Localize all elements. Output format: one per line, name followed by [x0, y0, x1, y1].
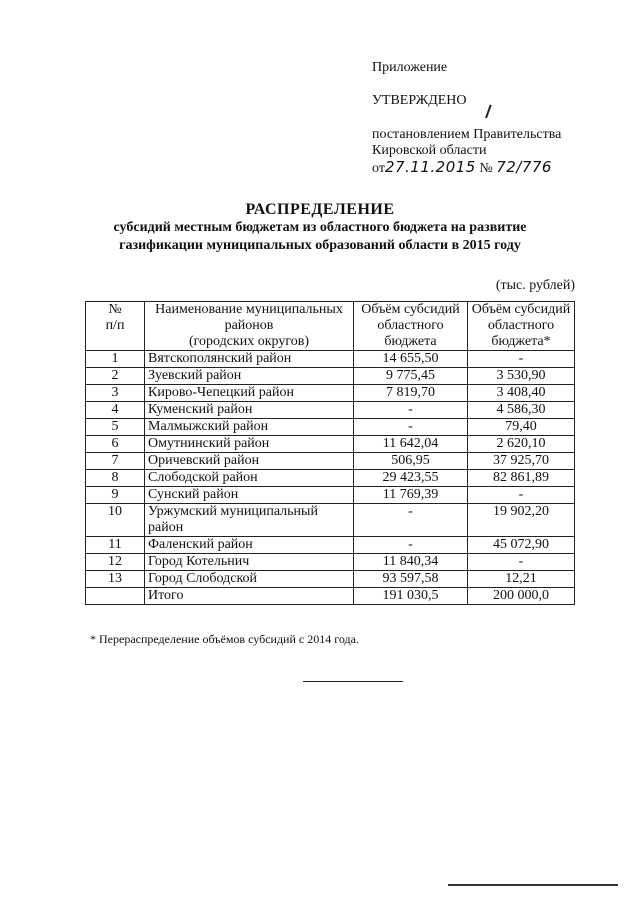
- header-col2: Объём субсидий областного бюджета*: [468, 302, 575, 351]
- table-row: [86, 419, 575, 436]
- cell-v2: -: [468, 487, 575, 504]
- cell-num: 11: [86, 537, 145, 554]
- cell-v2: 45 072,90: [468, 537, 575, 554]
- distribution-table: [85, 301, 575, 605]
- cell-num: 6: [86, 436, 145, 453]
- cell-v2: 4 586,30: [468, 402, 575, 419]
- cell-name: Город Слободской: [145, 571, 354, 588]
- header-col1: Объём субсидий областного бюджета: [354, 302, 468, 351]
- handwritten-number: 72/776: [496, 158, 552, 176]
- cell-name: Город Котельнич: [145, 554, 354, 571]
- appendix-label: Приложение: [372, 60, 448, 75]
- cell-num: 5: [86, 419, 145, 436]
- cell-name: Куменский район: [145, 402, 354, 419]
- cell-v2: 82 861,89: [468, 470, 575, 487]
- bottom-rule: [448, 884, 618, 886]
- from-label: от: [372, 161, 385, 176]
- cell-num: 4: [86, 402, 145, 419]
- cell-v2: 79,40: [468, 419, 575, 436]
- cell-num: 12: [86, 554, 145, 571]
- table-total-row: [86, 588, 575, 605]
- cell-name: Уржумский муниципальный район: [145, 504, 354, 537]
- table-row: [86, 554, 575, 571]
- cell-v1: -: [354, 537, 468, 554]
- table-row: [86, 402, 575, 419]
- approved-label: УТВЕРЖДЕНО: [372, 93, 467, 108]
- cell-num: 10: [86, 504, 145, 537]
- cell-v1: 14 655,50: [354, 351, 468, 368]
- header-number: № п/п: [86, 302, 145, 351]
- cell-v2: 3 408,40: [468, 385, 575, 402]
- cell-num: 8: [86, 470, 145, 487]
- separator-line: [303, 681, 403, 682]
- document-subtitle-line-1: субсидий местным бюджетам из областного бюджета на развитие: [113, 220, 527, 235]
- cell-num: 3: [86, 385, 145, 402]
- cell-v2: 2 620,10: [468, 436, 575, 453]
- table-row: [86, 351, 575, 368]
- cell-v1: 11 642,04: [354, 436, 468, 453]
- cell-name: Фаленский район: [145, 537, 354, 554]
- cell-name: Итого: [145, 588, 354, 605]
- table-row: [86, 571, 575, 588]
- cell-v1: -: [354, 504, 468, 537]
- cell-num: 7: [86, 453, 145, 470]
- decree-line-1: постановлением Правительства: [372, 127, 562, 142]
- cell-v1: 11 769,39: [354, 487, 468, 504]
- cell-v2: 200 000,0: [468, 588, 575, 605]
- cell-v1: -: [354, 419, 468, 436]
- table-row: [86, 537, 575, 554]
- table-row: [86, 453, 575, 470]
- cell-v1: 506,95: [354, 453, 468, 470]
- cell-name: Оричевский район: [145, 453, 354, 470]
- units-label: (тыс. рублей): [495, 278, 575, 293]
- cell-name: Слободской район: [145, 470, 354, 487]
- approval-block: [372, 60, 622, 177]
- cell-name: Омутнинский район: [145, 436, 354, 453]
- cell-num: 2: [86, 368, 145, 385]
- decree-line-2: Кировской области: [372, 143, 487, 158]
- table-row: [86, 385, 575, 402]
- cell-v2: 3 530,90: [468, 368, 575, 385]
- table-header-row: [86, 302, 575, 351]
- cell-v2: -: [468, 554, 575, 571]
- cell-v1: 11 840,34: [354, 554, 468, 571]
- cell-v2: 12,21: [468, 571, 575, 588]
- table-row: [86, 504, 575, 537]
- cell-v1: 29 423,55: [354, 470, 468, 487]
- table-row: [86, 487, 575, 504]
- header-name: Наименование муниципальных районов (городских округов): [145, 302, 354, 351]
- table-row: [86, 368, 575, 385]
- cell-num: 9: [86, 487, 145, 504]
- cell-v1: 191 030,5: [354, 588, 468, 605]
- cell-num: 1: [86, 351, 145, 368]
- document-subtitle-line-2: газификации муниципальных образований области в 2015 году: [119, 238, 521, 253]
- cell-v1: 93 597,58: [354, 571, 468, 588]
- handwritten-date: 27.11.2015: [384, 158, 476, 176]
- cell-num: [86, 588, 145, 605]
- table-row: [86, 470, 575, 487]
- table-row: [86, 436, 575, 453]
- footnote: * Перераспределение объёмов субсидий с 2014 года.: [90, 632, 359, 646]
- cell-num: 13: [86, 571, 145, 588]
- cell-v1: 7 819,70: [354, 385, 468, 402]
- document-title: РАСПРЕДЕЛЕНИЕ: [245, 201, 395, 218]
- cell-v1: 9 775,45: [354, 368, 468, 385]
- cell-name: Зуевский район: [145, 368, 354, 385]
- cell-name: Малмыжский район: [145, 419, 354, 436]
- cell-name: Кирово-Чепецкий район: [145, 385, 354, 402]
- number-label: №: [479, 161, 493, 176]
- decree-date-line: [372, 159, 622, 177]
- cell-v2: -: [468, 351, 575, 368]
- cell-v2: 37 925,70: [468, 453, 575, 470]
- cell-v1: -: [354, 402, 468, 419]
- cell-name: Сунский район: [145, 487, 354, 504]
- cell-name: Вятскополянский район: [145, 351, 354, 368]
- cell-v2: 19 902,20: [468, 504, 575, 537]
